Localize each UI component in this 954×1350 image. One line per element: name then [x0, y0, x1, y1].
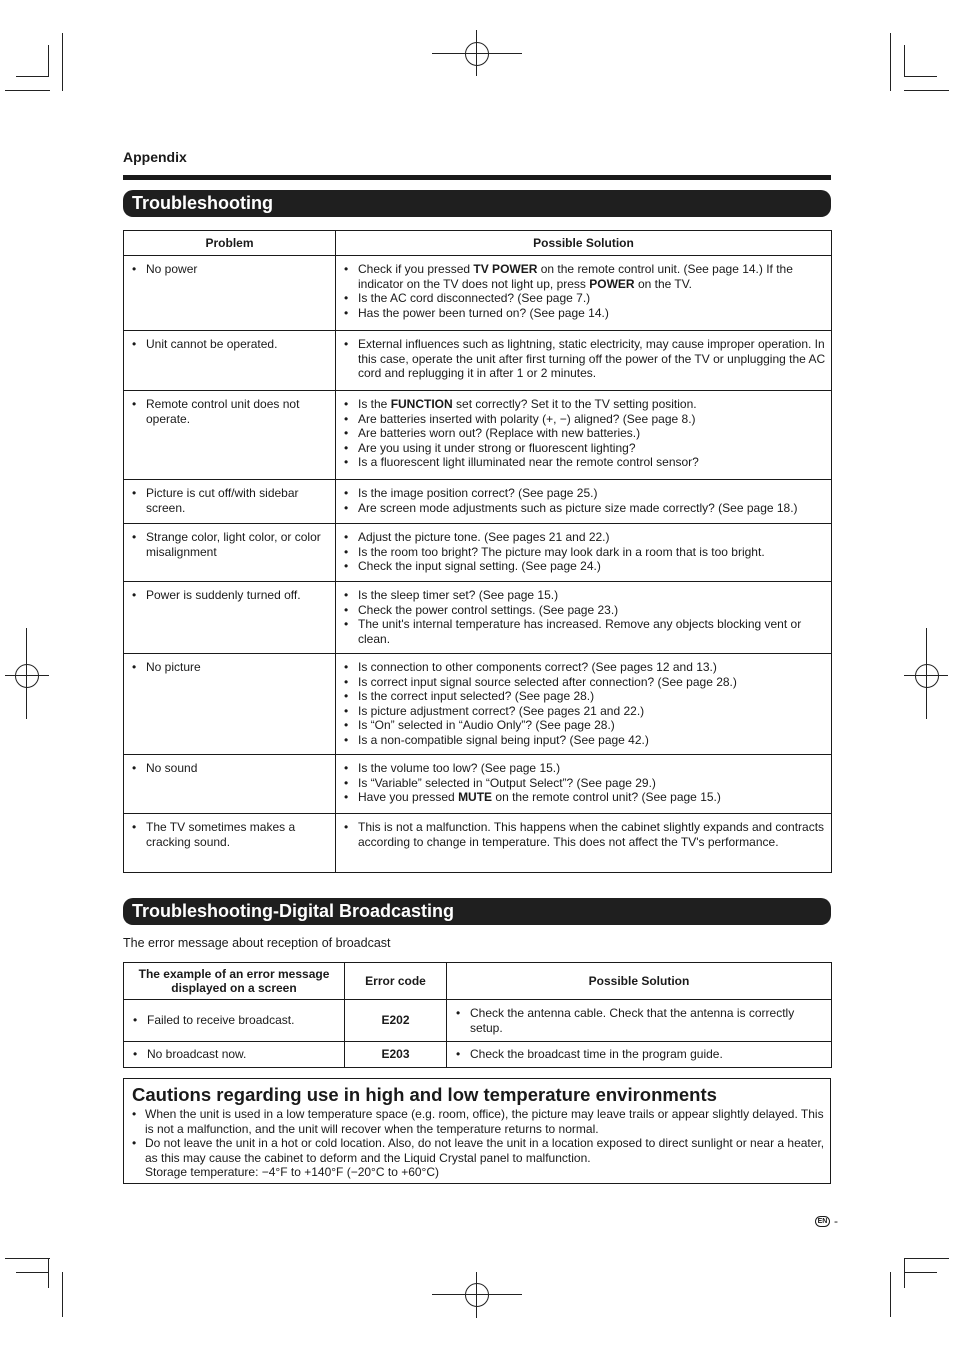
error-message-text: • No broadcast now.	[125, 1047, 343, 1062]
problem-cell	[124, 480, 336, 524]
solution-cell	[336, 480, 832, 524]
solution-item: • Check if you pressed TV POWER on the remote control unit. (See page 14.) If the indicator on the TV does not light up, press POWER on the TV.	[336, 262, 829, 291]
storage-temperature: Storage temperature: −4°F to +140°F (−20°C to +60°C)	[145, 1165, 440, 1179]
problem-cell	[124, 755, 336, 814]
solution-cell	[447, 1042, 832, 1068]
column-header-error-message: The example of an error message displayed on a screen	[124, 963, 345, 1000]
table-row	[124, 524, 832, 582]
problem-text: • Remote control unit does not operate.	[124, 397, 331, 426]
solution-item: • Are screen mode adjustments such as picture size made correctly? (See page 18.)	[336, 501, 829, 516]
table-row	[124, 1042, 832, 1068]
error-message-text: • Failed to receive broadcast.	[125, 1013, 343, 1028]
solution-item: • Is the room too bright? The picture may look dark in a room that is too bright.	[336, 545, 829, 560]
solution-cell	[336, 391, 832, 480]
solution-cell	[336, 524, 832, 582]
solution-cell	[447, 1000, 832, 1042]
solution-item: • Is a fluorescent light illuminated near the remote control sensor?	[336, 455, 829, 470]
page-marker: -	[834, 1214, 838, 1228]
caution-item: • Do not leave the unit in a hot or cold location. Also, do not leave the unit in a location exposed to direct sunlight or near a heater, as this may cause the cabinet to deform and the Liquid Crystal panel to malfunction. Storage temperature: −4°F to +140°F (−20°C to +60°C)	[128, 1136, 826, 1180]
table-row	[124, 582, 832, 654]
table-row	[124, 814, 832, 873]
problem-cell	[124, 391, 336, 480]
digital-broadcasting-subtitle: The error message about reception of broadcast	[123, 936, 391, 950]
solution-item: • Is connection to other components correct? (See pages 12 and 13.)	[336, 660, 829, 675]
table-row	[124, 654, 832, 755]
table-row	[124, 331, 832, 391]
solution-cell	[336, 755, 832, 814]
solution-cell	[336, 331, 832, 391]
problem-cell	[124, 256, 336, 331]
solution-item: • Is correct input signal source selected after connection? (See page 28.)	[336, 675, 829, 690]
solution-item: • Are batteries worn out? (Replace with new batteries.)	[336, 426, 829, 441]
solution-item: • Check the broadcast time in the program guide.	[448, 1047, 830, 1062]
problem-cell	[124, 814, 336, 873]
cautions-title: Cautions regarding use in high and low temperature environments	[132, 1084, 717, 1105]
error-code-cell: E203	[345, 1042, 447, 1068]
solution-item: • Has the power been turned on? (See page 14.)	[336, 306, 829, 321]
solution-item: • Check the antenna cable. Check that the antenna is correctly setup.	[448, 1006, 830, 1035]
solution-item: • Is “Variable” selected in “Output Select”? (See page 29.)	[336, 776, 829, 791]
solution-item: • Are you using it under strong or fluorescent lighting?	[336, 441, 829, 456]
problem-text: • Power is suddenly turned off.	[124, 588, 331, 603]
problem-text: • Picture is cut off/with sidebar screen.	[124, 486, 331, 515]
solution-cell	[336, 256, 832, 331]
solution-cell	[336, 814, 832, 873]
problem-text: • No picture	[124, 660, 331, 675]
solution-item: • Is the correct input selected? (See page 28.)	[336, 689, 829, 704]
problem-text: • Unit cannot be operated.	[124, 337, 331, 352]
solution-item: • Check the input signal setting. (See page 24.)	[336, 559, 829, 574]
solution-item: • This is not a malfunction. This happens when the cabinet slightly expands and contracts according to change in temperature. This does not affect the TV's performance.	[336, 820, 829, 849]
solution-item: • Have you pressed MUTE on the remote control unit? (See page 15.)	[336, 790, 829, 805]
error-message-cell	[124, 1042, 345, 1068]
table-row	[124, 755, 832, 814]
problem-cell	[124, 654, 336, 755]
solution-item: • Is the volume too low? (See page 15.)	[336, 761, 829, 776]
column-header-solution: Possible Solution	[336, 231, 832, 256]
solution-item: • Is the image position correct? (See page 25.)	[336, 486, 829, 501]
column-header-error-code: Error code	[345, 963, 447, 1000]
solution-cell	[336, 582, 832, 654]
solution-item: • External influences such as lightning, static electricity, may cause improper operation. In this case, operate the unit after first turning off the power of the TV or unplugging the AC cord and replugging it in after 1 or 2 minutes.	[336, 337, 829, 381]
solution-item: • Is the AC cord disconnected? (See page 7.)	[336, 291, 829, 306]
problem-text: • The TV sometimes makes a cracking sound.	[124, 820, 331, 849]
solution-item: • Is the sleep timer set? (See page 15.)	[336, 588, 829, 603]
error-code-table	[123, 962, 832, 1068]
problem-cell	[124, 331, 336, 391]
problem-text: • Strange color, light color, or color misalignment	[124, 530, 331, 559]
error-message-cell	[124, 1000, 345, 1042]
column-header-solution: Possible Solution	[447, 963, 832, 1000]
solution-item: • Adjust the picture tone. (See pages 21 and 22.)	[336, 530, 829, 545]
troubleshooting-title: Troubleshooting	[123, 190, 831, 217]
solution-item: • Is the FUNCTION set correctly? Set it to the TV setting position.	[336, 397, 829, 412]
table-row	[124, 256, 832, 331]
table-row	[124, 1000, 832, 1042]
solution-item: • Is a non-compatible signal being input? (See page 42.)	[336, 733, 829, 748]
error-code-cell: E202	[345, 1000, 447, 1042]
solution-item: • Check the power control settings. (See page 23.)	[336, 603, 829, 618]
language-badge: EN	[815, 1216, 830, 1227]
problem-cell	[124, 524, 336, 582]
caution-item: • When the unit is used in a low temperature space (e.g. room, office), the picture may leave trails or appear slightly delayed. This is not a malfunction, and the unit will recover when the temperature returns to normal.	[128, 1107, 826, 1136]
cautions-box	[123, 1078, 831, 1184]
digital-broadcasting-title: Troubleshooting-Digital Broadcasting	[123, 898, 831, 925]
problem-text: • No sound	[124, 761, 331, 776]
cautions-list	[128, 1107, 826, 1180]
section-rule	[123, 175, 831, 180]
table-row	[124, 480, 832, 524]
section-heading: Appendix	[123, 149, 187, 165]
solution-item: • Is picture adjustment correct? (See pages 21 and 22.)	[336, 704, 829, 719]
troubleshooting-table	[123, 230, 832, 873]
table-row	[124, 391, 832, 480]
problem-text: • No power	[124, 262, 331, 277]
solution-item: • Are batteries inserted with polarity (+, −) aligned? (See page 8.)	[336, 412, 829, 427]
column-header-problem: Problem	[124, 231, 336, 256]
problem-cell	[124, 582, 336, 654]
solution-item: • The unit's internal temperature has increased. Remove any objects blocking vent or clean.	[336, 617, 829, 646]
solution-item: • Is “On” selected in “Audio Only”? (See page 28.)	[336, 718, 829, 733]
solution-cell	[336, 654, 832, 755]
